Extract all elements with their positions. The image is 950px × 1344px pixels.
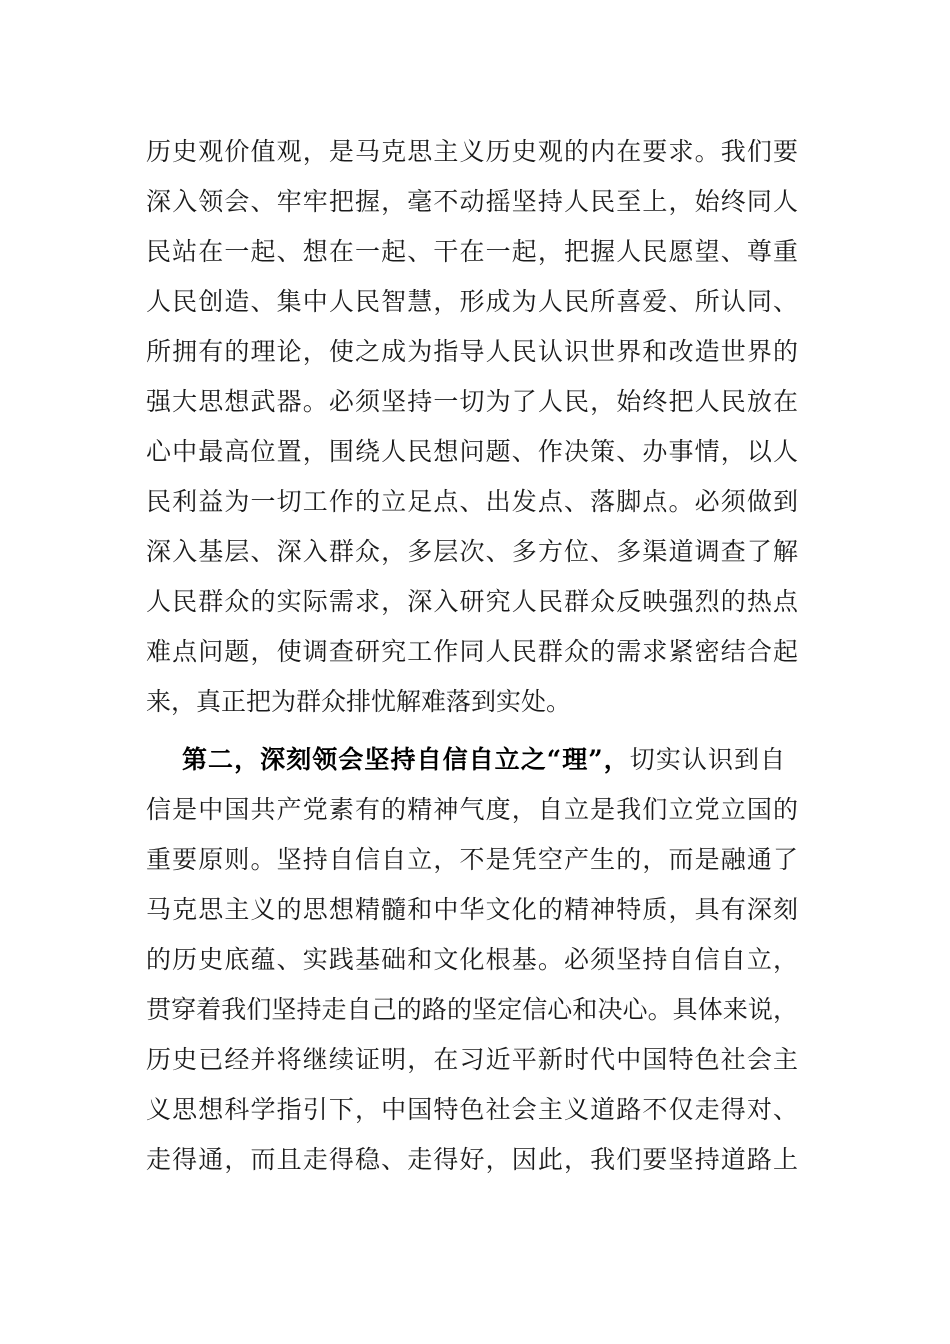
paragraph-line: 马克思主义的思想精髓和中华文化的精神特质，具有深刻 (146, 895, 800, 924)
paragraph-line: 人民创造、集中人民智慧，形成为人民所喜爱、所认同、 (146, 287, 800, 316)
paragraph-line: 来，真正把为群众排忧解难落到实处。 (146, 687, 572, 716)
paragraph-line: 深入领会、牢牢把握，毫不动摇坚持人民至上，始终同人 (146, 187, 800, 216)
paragraph-first-line (182, 740, 786, 780)
paragraph-line: 贯穿着我们坚持走自己的路的坚定信心和决心。具体来说， (146, 995, 799, 1024)
paragraph-line: 强大思想武器。必须坚持一切为了人民，始终把人民放在 (146, 387, 800, 416)
paragraph-line: 难点问题，使调查研究工作同人民群众的需求紧密结合起 (146, 637, 800, 666)
paragraph-line: 心中最高位置，围绕人民想问题、作决策、办事情，以人 (146, 437, 800, 466)
paragraph-line: 历史已经并将继续证明，在习近平新时代中国特色社会主 (146, 1045, 800, 1074)
paragraph-line: 走得通，而且走得稳、走得好，因此，我们要坚持道路上 (146, 1145, 800, 1174)
paragraph-line-rest: 切实认识到自 (629, 745, 787, 774)
paragraph-line: 信是中国共产党素有的精神气度，自立是我们立党立国的 (146, 795, 800, 824)
paragraph-line: 民利益为一切工作的立足点、出发点、落脚点。必须做到 (146, 487, 800, 516)
section-heading: 第二，深刻领会坚持自信自立之“理”， (182, 745, 630, 774)
paragraph-line: 历史观价值观，是马克思主义历史观的内在要求。我们要 (146, 137, 800, 166)
paragraph-line: 人民群众的实际需求，深入研究人民群众反映强烈的热点 (146, 587, 800, 616)
paragraph-line: 义思想科学指引下，中国特色社会主义道路不仅走得对、 (146, 1095, 800, 1124)
paragraph-line: 深入基层、深入群众，多层次、多方位、多渠道调查了解 (146, 537, 800, 566)
paragraph-line: 所拥有的理论，使之成为指导人民认识世界和改造世界的 (146, 337, 800, 366)
paragraph-line: 民站在一起、想在一起、干在一起，把握人民愿望、尊重 (146, 237, 800, 266)
paragraph-line: 重要原则。坚持自信自立，不是凭空产生的，而是融通了 (146, 845, 800, 874)
paragraph-line: 的历史底蕴、实践基础和文化根基。必须坚持自信自立， (146, 945, 800, 974)
